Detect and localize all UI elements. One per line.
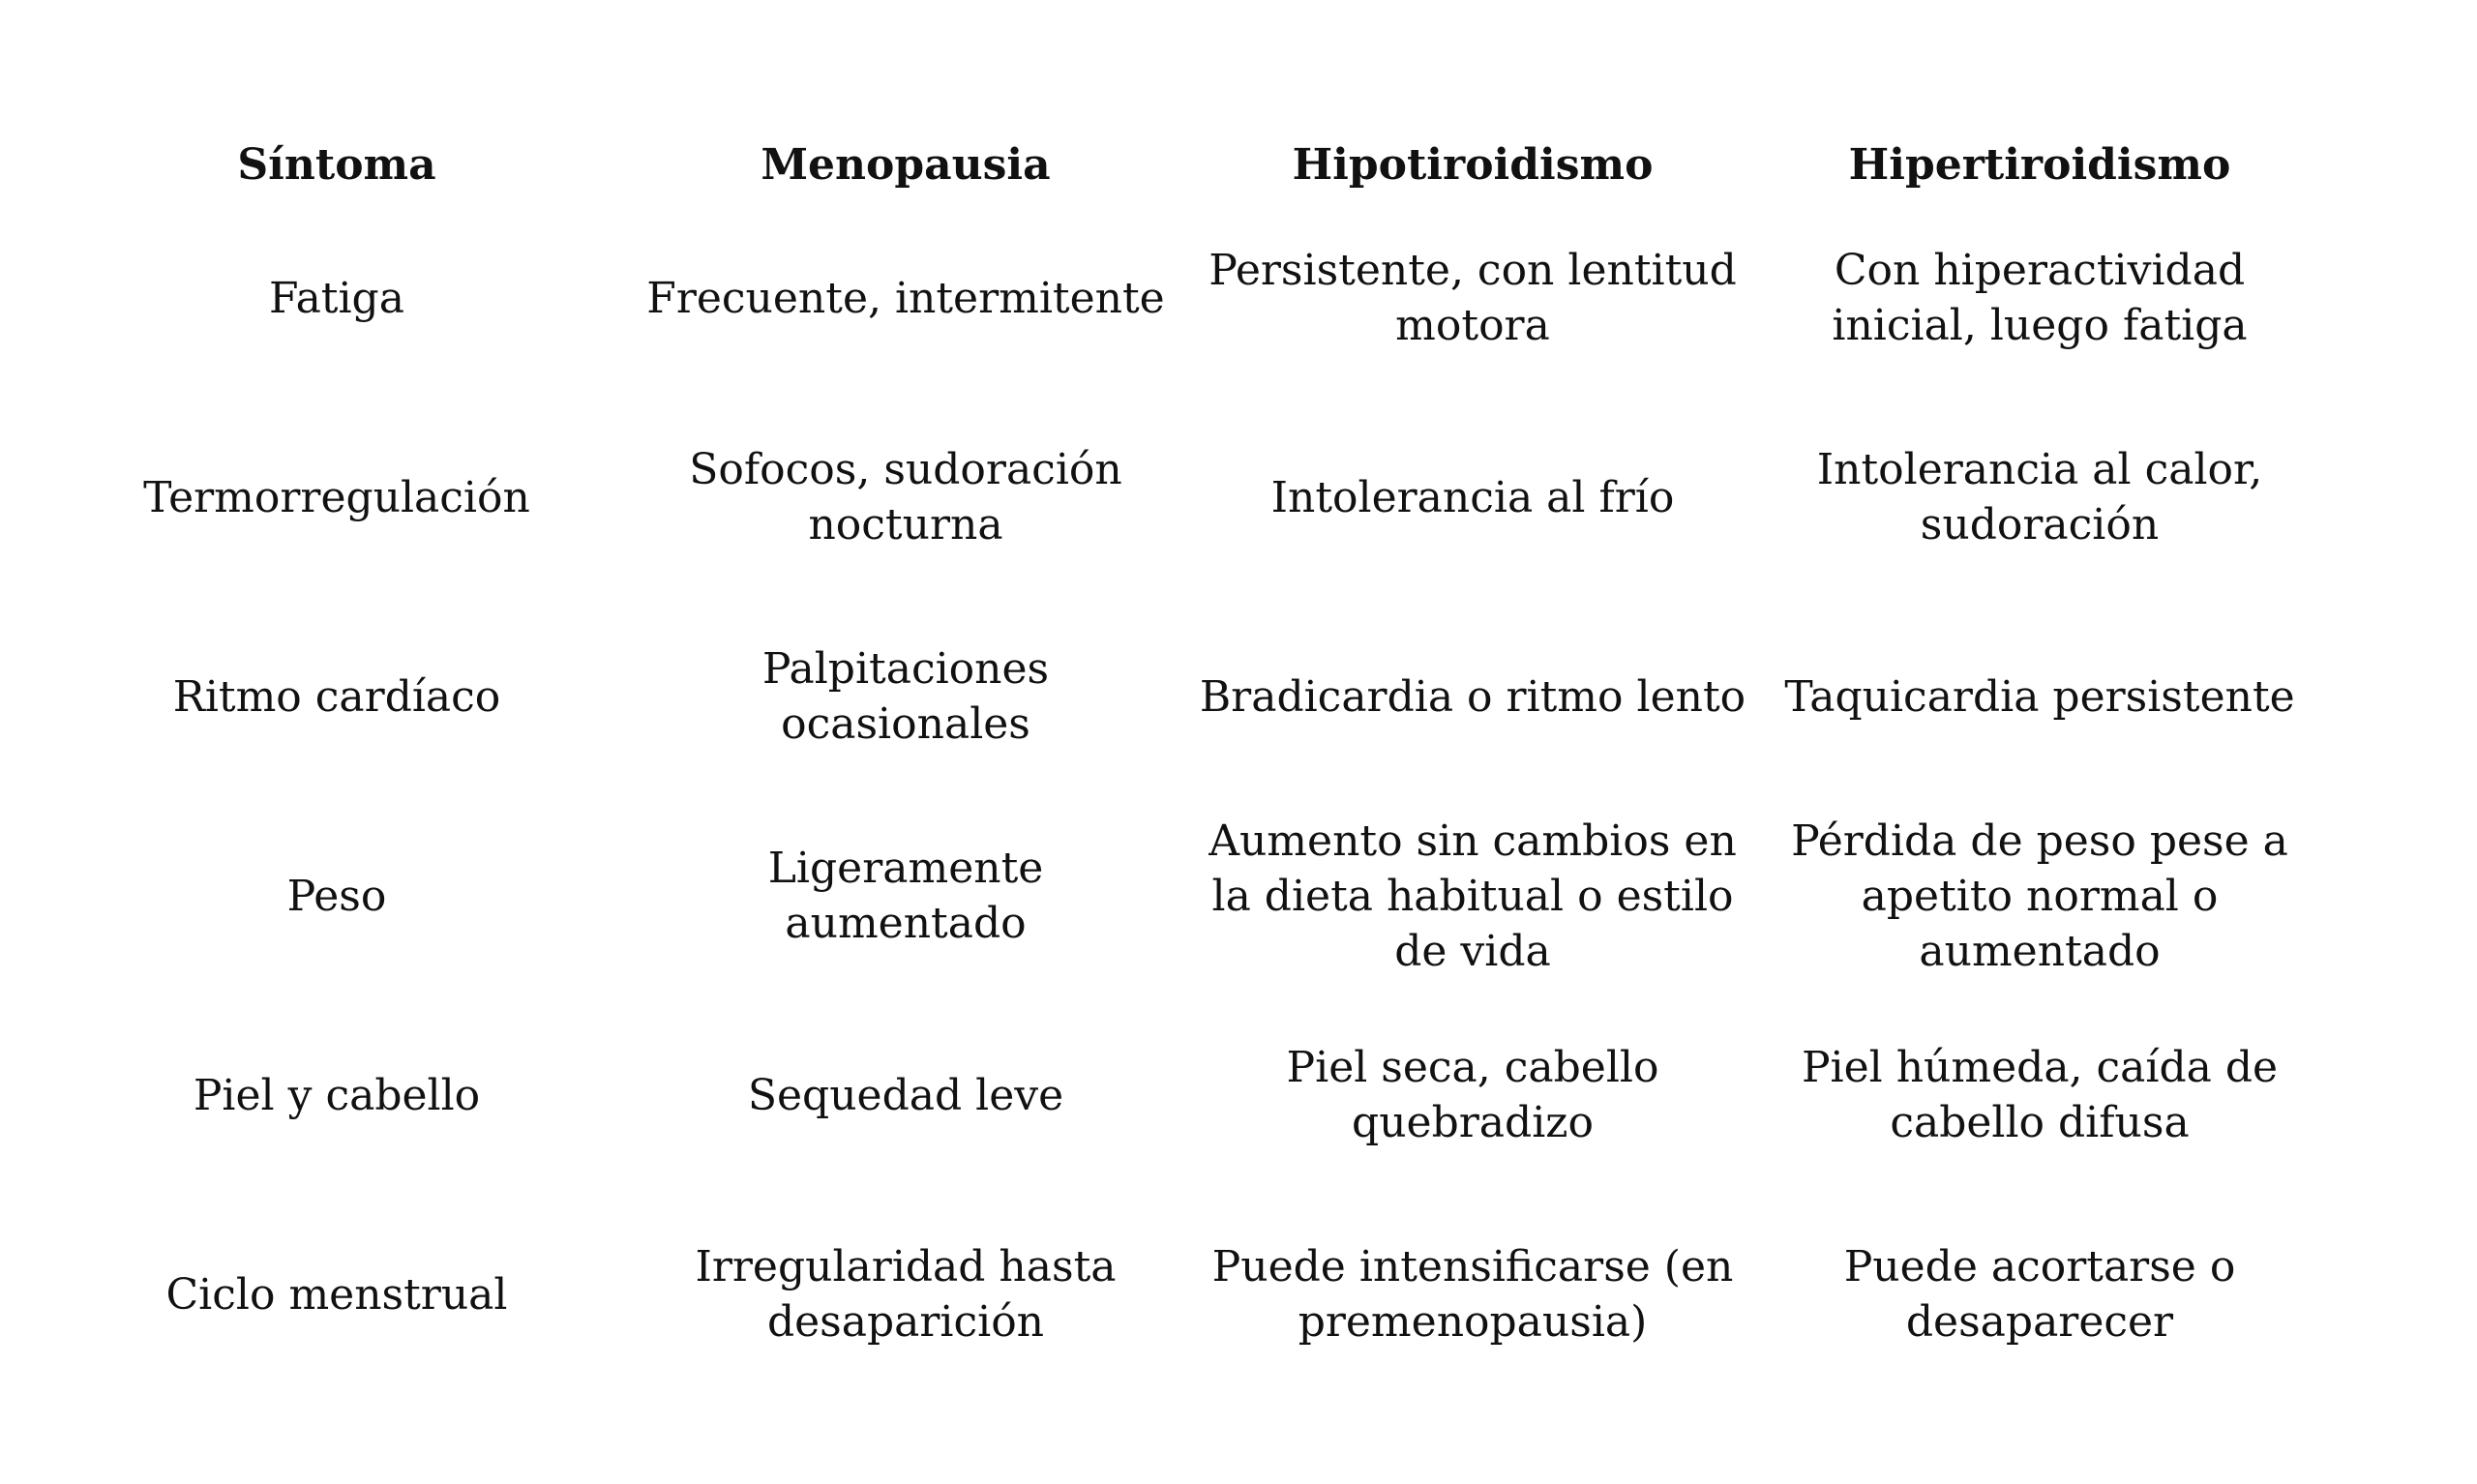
header-hipertiroidismo: Hipertiroidismo xyxy=(1848,139,2231,190)
table-cell: Sequedad leve xyxy=(747,1070,1064,1120)
table-cell: Piel húmeda, caída de cabello difusa xyxy=(1801,1043,2279,1147)
table-cell: Taquicardia persistente xyxy=(1784,671,2295,722)
table-cell: Piel seca, cabello quebradizo xyxy=(1286,1043,1659,1147)
table-cell: Con hiperactividad inicial, luego fatiga xyxy=(1832,246,2248,350)
table-cell: Bradicardia o ritmo lento xyxy=(1199,671,1746,722)
header-hipotiroidismo: Hipotiroidismo xyxy=(1292,139,1654,190)
row-label: Ciclo menstrual xyxy=(165,1269,508,1320)
table-cell: Frecuente, intermitente xyxy=(646,273,1165,323)
table-cell: Intolerancia al calor, sudoración xyxy=(1816,445,2263,549)
table-cell: Puede intensificarse (en premenopausia) xyxy=(1211,1242,1734,1347)
table-cell: Pérdida de peso pese a apetito normal o aumentado xyxy=(1791,816,2288,976)
header-menopausia: Menopausia xyxy=(761,139,1051,190)
table-cell: Aumento sin cambios en la dieta habitual o estilo de vida xyxy=(1209,816,1737,976)
table-cell: Puede acortarse o desaparecer xyxy=(1843,1242,2236,1347)
row-label: Piel y cabello xyxy=(193,1070,481,1120)
table-cell: Intolerancia al frío xyxy=(1270,472,1675,522)
table-cell: Palpitaciones ocasionales xyxy=(761,644,1050,749)
table-cell: Ligeramente aumentado xyxy=(767,844,1044,948)
row-label: Termorregulación xyxy=(143,472,530,522)
table-cell: Irregularidad hasta desaparición xyxy=(695,1242,1117,1347)
row-label: Ritmo cardíaco xyxy=(172,671,501,722)
row-label: Peso xyxy=(286,871,387,921)
table-cell: Persistente, con lentitud motora xyxy=(1209,246,1737,350)
row-label: Fatiga xyxy=(269,273,404,323)
header-sintoma: Síntoma xyxy=(237,139,436,190)
table-cell: Sofocos, sudoración nocturna xyxy=(689,445,1122,549)
